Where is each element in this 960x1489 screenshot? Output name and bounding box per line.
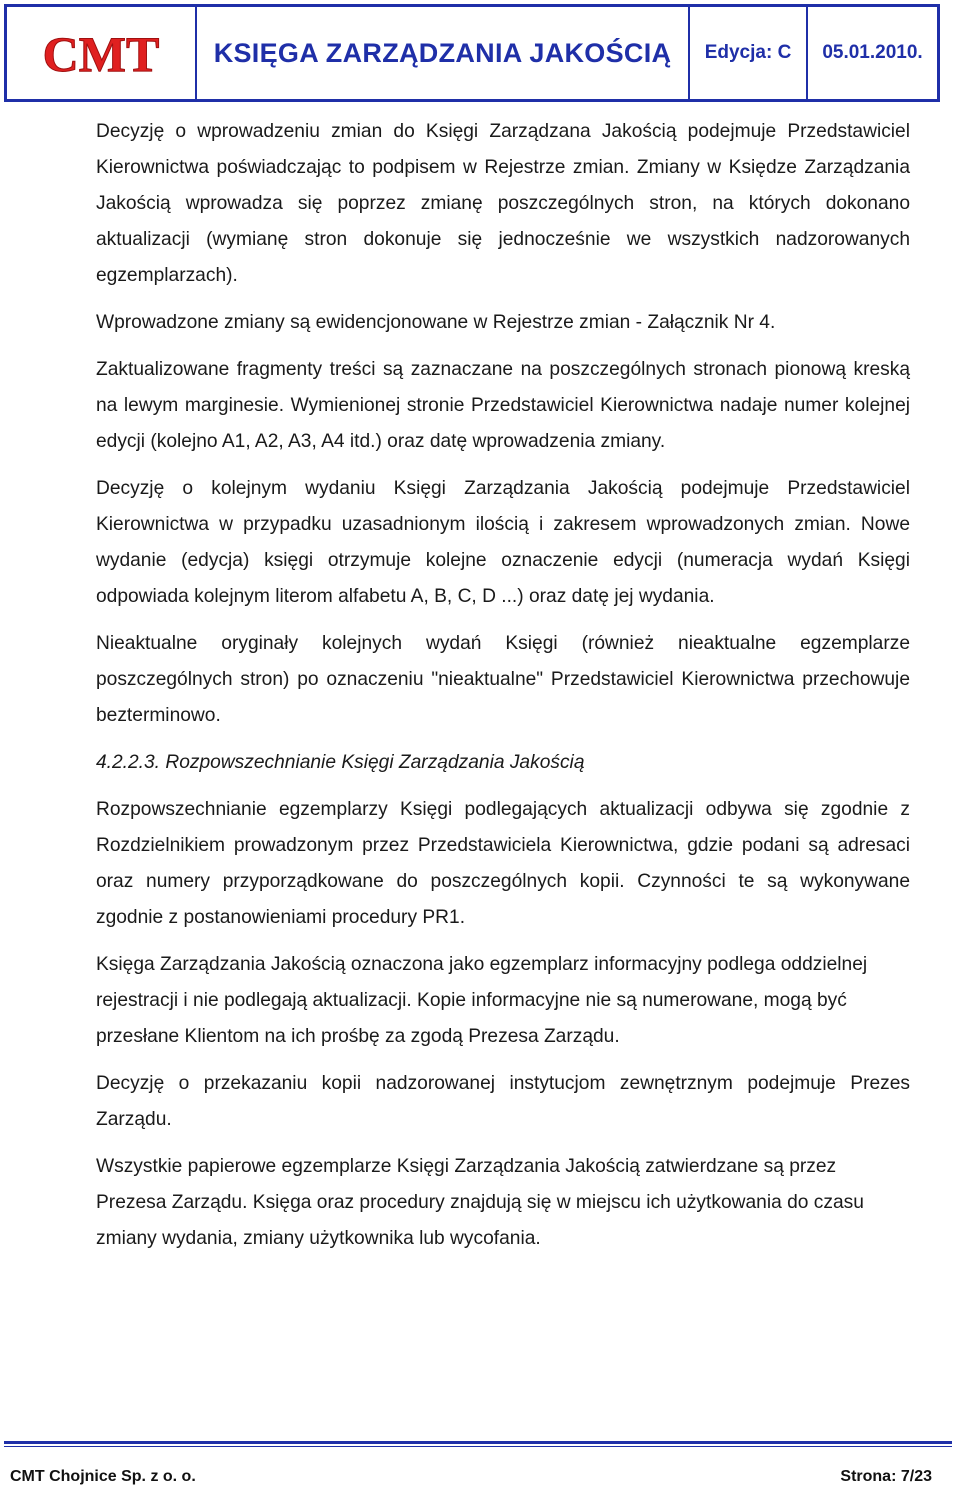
section-heading: 4.2.2.3. Rozpowszechnianie Księgi Zarządzania Jakością bbox=[96, 752, 585, 773]
page-content bbox=[96, 114, 910, 1268]
paragraph-paper-copies: Wszystkie papierowe egzemplarze Księgi Zarządzania Jakością zatwierdzane są przez Prezesa Zarządu. Księga oraz procedury znajdują się w miejscu ich użytkowania do czasu zmiany wydania, zmiany użytkownika lub wycofania. bbox=[96, 1156, 864, 1249]
footer-rule-thin bbox=[4, 1446, 952, 1447]
cmt-logo bbox=[26, 25, 176, 81]
document-title: KSIĘGA ZARZĄDZANIA JAKOŚCIĄ bbox=[213, 37, 672, 68]
logo-text: CMT bbox=[42, 26, 160, 81]
footer-company: CMT Chojnice Sp. z o. o. bbox=[10, 1468, 196, 1485]
logo-cell bbox=[7, 7, 197, 99]
document-date: 05.01.2010. bbox=[822, 42, 923, 63]
footer-rule bbox=[4, 1441, 952, 1444]
edition-label: Edycja: C bbox=[704, 42, 792, 63]
paragraph-change-register: Wprowadzone zmiany są ewidencjonowane w Rejestrze zmian - Załącznik Nr 4. bbox=[96, 312, 776, 333]
paragraph-new-edition: Decyzję o kolejnym wydaniu Księgi Zarządzania Jakością podejmuje Przedstawiciel Kierownictwa w przypadku uzasadnionym ilością i zakresem wprowadzonych zmian. Nowe wydanie (edycja) księgi otrzymuje kolejne oznaczenie edycji (numeracja wydań Księgi odpowiada kolejnym literom alfabetu A, B, C, D ...) oraz datę jej wydania. bbox=[96, 478, 910, 607]
paragraph-external-copies: Decyzję o przekazaniu kopii nadzorowanej instytucjom zewnętrznym podejmuje Prezes Zarządu. bbox=[96, 1073, 910, 1130]
edition-cell bbox=[690, 7, 808, 99]
page-header bbox=[4, 4, 940, 102]
paragraph-obsolete-originals: Nieaktualne oryginały kolejnych wydań Księgi (również nieaktualne egzemplarze poszczególnych stron) po oznaczeniu "nieaktualne" Przedstawiciel Kierownictwa przechowuje bezterminowo. bbox=[96, 633, 910, 726]
paragraph-updated-fragments: Zaktualizowane fragmenty treści są zaznaczane na poszczególnych stronach pionową kreską na lewym marginesie. Wymienionej stronie Przedstawiciel Kierownictwa nadaje numer kolejnej edycji (kolejno A1, A2, A3, A4 itd.) oraz datę wprowadzenia zmiany. bbox=[96, 359, 910, 452]
paragraph-change-decision: Decyzję o wprowadzeniu zmian do Księgi Zarządzana Jakością podejmuje Przedstawiciel Kierownictwa poświadczając to podpisem w Rejestrze zmian. Zmiany w Księdze Zarządzania Jakością wprowadza się poprzez zmianę poszczególnych stron, na których dokonano aktualizacji (wymianę stron dokonuje się jednocześnie we wszystkich nadzorowanych egzemplarzach). bbox=[96, 121, 910, 286]
paragraph-distribution: Rozpowszechnianie egzemplarzy Księgi podlegających aktualizacji odbywa się zgodnie z Rozdzielnikiem prowadzonym przez Przedstawiciela Kierownictwa, gdzie podani są adresaci oraz numery przyporządkowane do poszczególnych kopii. Czynności te są wykonywane zgodnie z postanowieniami procedury PR1. bbox=[96, 799, 910, 928]
footer-page-number: Strona: 7/23 bbox=[840, 1468, 932, 1485]
title-cell bbox=[197, 7, 690, 99]
paragraph-informational-copy: Księga Zarządzania Jakością oznaczona jako egzemplarz informacyjny podlega oddzielnej rejestracji i nie podlegają aktualizacji. Kopie informacyjne nie są numerowane, mogą być przesłane Klientom na ich prośbę za zgodą Prezesa Zarządu. bbox=[96, 954, 868, 1047]
date-cell bbox=[808, 7, 937, 99]
